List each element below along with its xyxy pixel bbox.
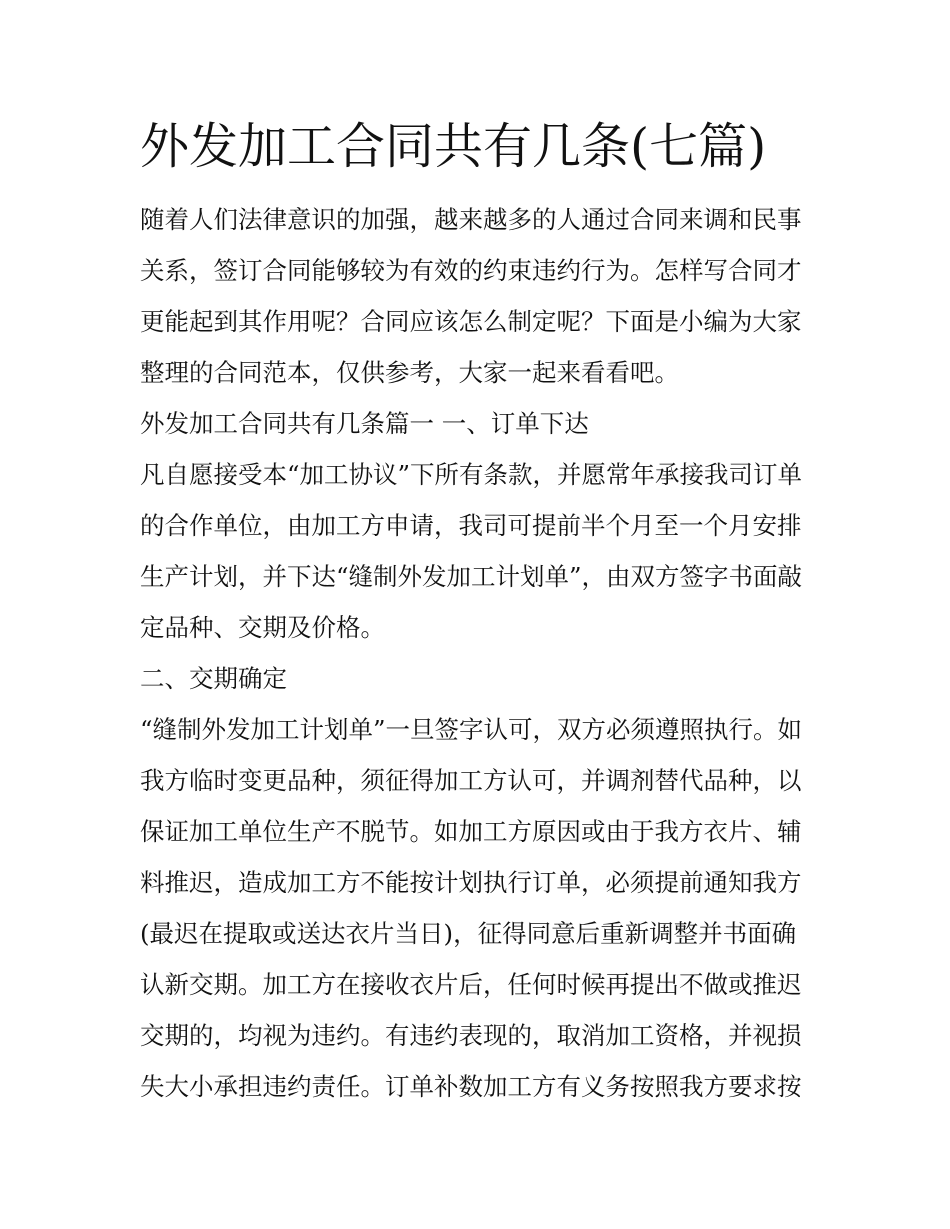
text-line: 生产计划，并下达“缝制外发加工计划单”，由双方签字书面敲 bbox=[140, 562, 803, 591]
text-line: 整理的合同范本，仅供参考，大家一起来看看吧。 bbox=[140, 358, 679, 387]
intro-paragraph bbox=[140, 194, 815, 398]
document-title: 外发加工合同共有几条(七篇) bbox=[140, 118, 767, 175]
text-line: 关系，签订合同能够较为有效的约束违约行为。怎样写合同才 bbox=[140, 256, 802, 285]
text-line: 定品种、交期及价格。 bbox=[140, 613, 385, 642]
section-1-paragraph bbox=[140, 449, 815, 653]
text-line: 更能起到其作用呢？合同应该怎么制定呢？下面是小编为大家 bbox=[140, 307, 802, 336]
heading-line: 二、交期确定 bbox=[140, 664, 287, 693]
section-2-paragraph bbox=[140, 704, 815, 1112]
text-line: 失大小承担违约责任。订单补数加工方有义务按照我方要求按 bbox=[140, 1072, 802, 1101]
text-line: 随着人们法律意识的加强，越来越多的人通过合同来调和民事 bbox=[140, 205, 802, 234]
text-line: (最迟在提取或送达衣片当日)，征得同意后重新调整并书面确 bbox=[140, 919, 797, 948]
text-line: “缝制外发加工计划单”一旦签字认可，双方必须遵照执行。如 bbox=[140, 715, 803, 744]
section-heading-2 bbox=[140, 653, 815, 704]
text-line: 认新交期。加工方在接收衣片后，任何时候再提出不做或推迟 bbox=[140, 970, 802, 999]
heading-line: 外发加工合同共有几条篇一 一、订单下达 bbox=[140, 409, 589, 438]
text-line: 我方临时变更品种，须征得加工方认可，并调剂替代品种，以 bbox=[140, 766, 802, 795]
text-line: 的合作单位，由加工方申请，我司可提前半个月至一个月安排 bbox=[140, 511, 802, 540]
text-line: 交期的，均视为违约。有违约表现的，取消加工资格，并视损 bbox=[140, 1021, 802, 1050]
text-line: 凡自愿接受本“加工协议”下所有条款，并愿常年承接我司订单 bbox=[140, 460, 803, 489]
text-line: 料推迟，造成加工方不能按计划执行订单，必须提前通知我方 bbox=[140, 868, 802, 897]
text-line: 保证加工单位生产不脱节。如加工方原因或由于我方衣片、辅 bbox=[140, 817, 802, 846]
section-heading-1 bbox=[140, 398, 815, 449]
document-body bbox=[140, 194, 815, 1112]
